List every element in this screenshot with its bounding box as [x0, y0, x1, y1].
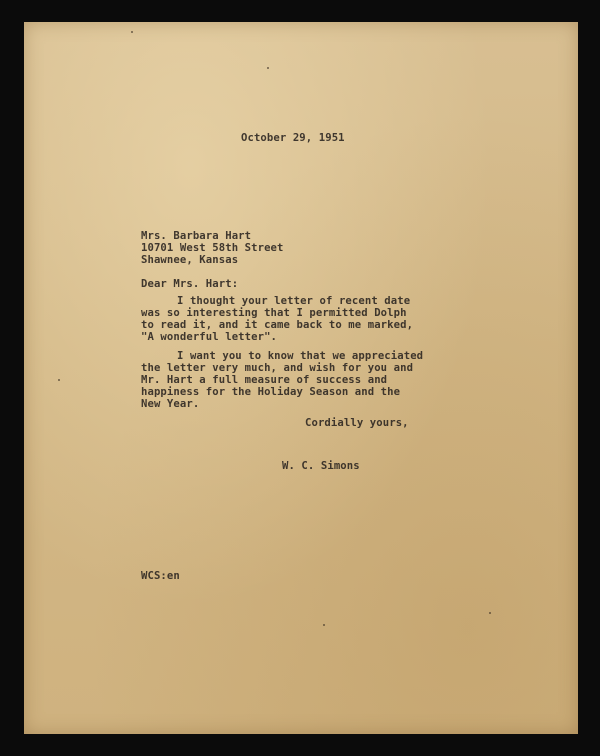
paper-speck	[131, 31, 133, 33]
recipient-name: Mrs. Barbara Hart	[141, 230, 252, 242]
paragraph-1-line: was so interesting that I permitted Dolph	[141, 307, 407, 319]
letter-page	[24, 22, 578, 734]
paragraph-2-line: Mr. Hart a full measure of success and	[141, 374, 388, 386]
paragraph-2-line: New Year.	[141, 398, 200, 410]
paper-speck	[323, 624, 325, 626]
recipient-street: 10701 West 58th Street	[141, 242, 284, 254]
signature-name: W. C. Simons	[282, 460, 360, 472]
paragraph-2-line: happiness for the Holiday Season and the	[141, 386, 401, 398]
paragraph-1-line: I thought your letter of recent date	[177, 295, 411, 307]
closing: Cordially yours,	[305, 417, 409, 429]
paragraph-2-line: the letter very much, and wish for you and	[141, 362, 414, 374]
letter-date: October 29, 1951	[241, 132, 345, 144]
paper-speck	[58, 379, 60, 381]
paragraph-1-line: "A wonderful letter".	[141, 331, 278, 343]
paper-speck	[489, 612, 491, 614]
paper-speck	[267, 67, 269, 69]
paragraph-1-line: to read it, and it came back to me marked,	[141, 319, 414, 331]
recipient-city: Shawnee, Kansas	[141, 254, 239, 266]
salutation: Dear Mrs. Hart:	[141, 278, 239, 290]
typist-initials: WCS:en	[141, 570, 180, 582]
paragraph-2-line: I want you to know that we appreciated	[177, 350, 424, 362]
